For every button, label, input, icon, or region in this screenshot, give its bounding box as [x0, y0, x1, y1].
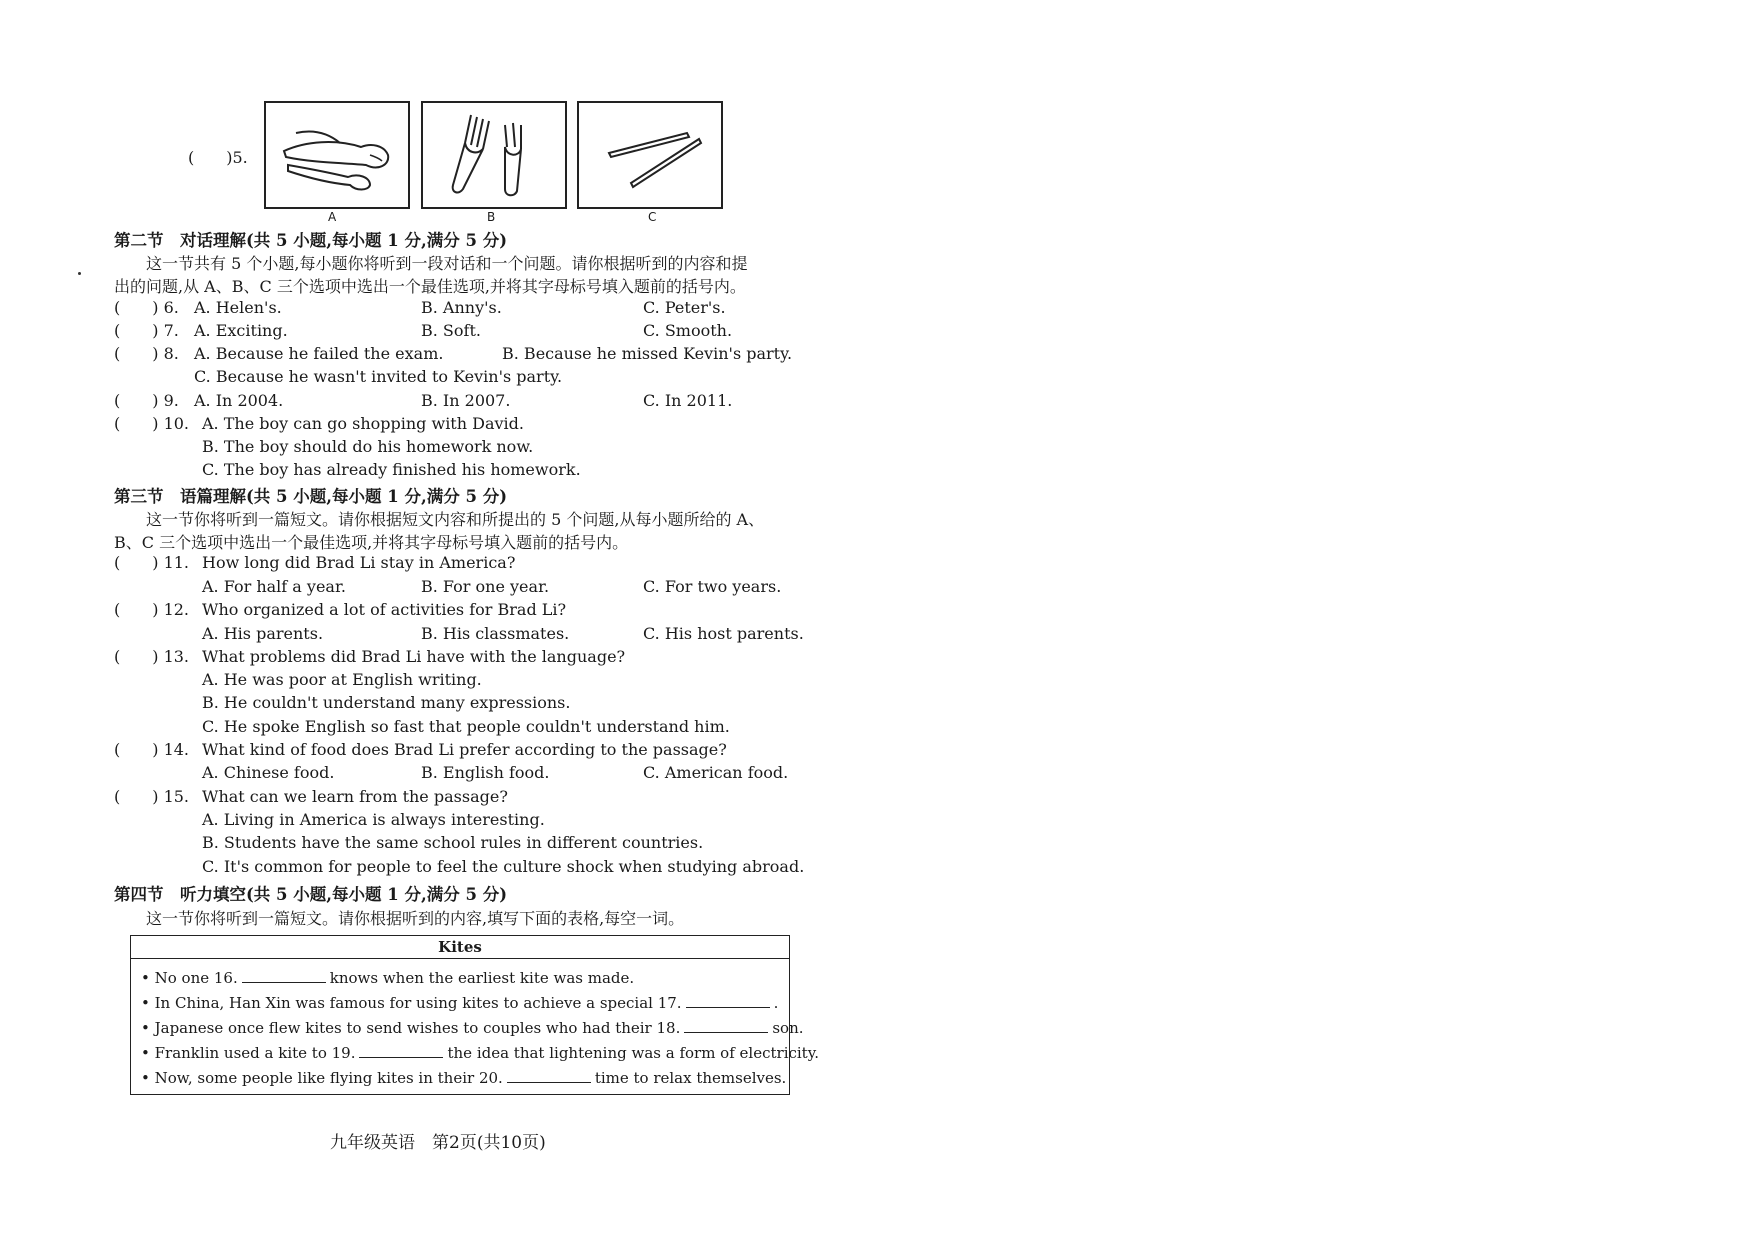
- chopsticks-icon: [579, 103, 721, 207]
- q13-option-a: A. He was poor at English writing.: [202, 670, 482, 689]
- section3-intro-line1: 这一节你将听到一篇短文。请你根据短文内容和所提出的 5 个问题,从每小题所给的 A、: [146, 510, 765, 529]
- q15-option-c: C. It's common for people to feel the culture shock when studying abroad.: [202, 857, 805, 876]
- row4-text-before: Franklin used a kite to 19.: [154, 1044, 356, 1062]
- section3-heading: 第三节 语篇理解(共 5 小题,每小题 1 分,满分 5 分): [114, 487, 508, 506]
- q14-number: ( ) 14.: [114, 740, 190, 759]
- blank-19[interactable]: [359, 1043, 443, 1058]
- q7-number: ( ) 7.: [114, 321, 179, 340]
- q11-option-a: A. For half a year.: [202, 577, 346, 596]
- q13-option-c: C. He spoke English so fast that people couldn't understand him.: [202, 717, 730, 736]
- q15-option-b: B. Students have the same school rules in different countries.: [202, 833, 704, 852]
- forks-icon: [423, 103, 565, 207]
- table-row-3: • Japanese once flew kites to send wishes to couples who had their 18. son.: [141, 1019, 804, 1037]
- option-label-a: A: [328, 210, 337, 224]
- blank-20[interactable]: [507, 1068, 591, 1083]
- section2-intro-line2: 出的问题,从 A、B、C 三个选项中选出一个最佳选项,并将其字母标号填入题前的括号内。: [114, 277, 746, 296]
- q11-option-c: C. For two years.: [643, 577, 782, 596]
- row3-text-after: son.: [772, 1019, 804, 1037]
- section2-intro-line1: 这一节共有 5 个小题,每小题你将听到一段对话和一个问题。请你根据听到的内容和提: [146, 254, 748, 273]
- row3-text-before: Japanese once flew kites to send wishes to couples who had their 18.: [154, 1019, 681, 1037]
- q13-option-b: B. He couldn't understand many expressions.: [202, 693, 571, 712]
- section4-heading: 第四节 听力填空(共 5 小题,每小题 1 分,满分 5 分): [114, 885, 508, 904]
- q8-option-b: B. Because he missed Kevin's party.: [502, 344, 793, 363]
- q8-option-c: C. Because he wasn't invited to Kevin's party.: [194, 367, 563, 386]
- q6-option-b: B. Anny's.: [421, 298, 502, 317]
- q11-question: How long did Brad Li stay in America?: [202, 553, 516, 572]
- scan-dot: [78, 272, 81, 275]
- q13-question: What problems did Brad Li have with the language?: [202, 647, 626, 666]
- section4-intro: 这一节你将听到一篇短文。请你根据听到的内容,填写下面的表格,每空一词。: [146, 909, 685, 928]
- q11-number: ( ) 11.: [114, 553, 190, 572]
- q12-option-a: A. His parents.: [202, 624, 324, 643]
- q14-option-c: C. American food.: [643, 763, 789, 782]
- picture-option-b: [421, 101, 567, 209]
- q12-option-c: C. His host parents.: [643, 624, 804, 643]
- table-row-5: • Now, some people like flying kites in their 20. time to relax themselves.: [141, 1069, 787, 1087]
- q7-option-a: A. Exciting.: [194, 321, 288, 340]
- q10-option-b: B. The boy should do his homework now.: [202, 437, 534, 456]
- table-row-2: • In China, Han Xin was famous for using kites to achieve a special 17. .: [141, 994, 779, 1012]
- row1-text-after: knows when the earliest kite was made.: [329, 969, 635, 987]
- blank-17[interactable]: [686, 993, 770, 1008]
- row5-text-after: time to relax themselves.: [594, 1069, 787, 1087]
- option-label-b: B: [487, 210, 496, 224]
- q7-option-b: B. Soft.: [421, 321, 481, 340]
- option-label-c: C: [648, 210, 657, 224]
- table-row-4: • Franklin used a kite to 19. the idea that lightening was a form of electricity.: [141, 1044, 819, 1062]
- table-title: Kites: [131, 936, 789, 959]
- q14-question: What kind of food does Brad Li prefer according to the passage?: [202, 740, 727, 759]
- q9-option-b: B. In 2007.: [421, 391, 511, 410]
- q14-option-b: B. English food.: [421, 763, 550, 782]
- q15-number: ( ) 15.: [114, 787, 190, 806]
- row2-text-before: In China, Han Xin was famous for using kites to achieve a special 17.: [154, 994, 682, 1012]
- q12-number: ( ) 12.: [114, 600, 190, 619]
- kites-table: [130, 935, 819, 1095]
- q6-number: ( ) 6.: [114, 298, 179, 317]
- q6-option-c: C. Peter's.: [643, 298, 726, 317]
- row4-text-after: the idea that lightening was a form of electricity.: [447, 1044, 819, 1062]
- q6-option-a: A. Helen's.: [194, 298, 282, 317]
- q10-number: ( ) 10.: [114, 414, 190, 433]
- q12-option-b: B. His classmates.: [421, 624, 570, 643]
- blank-18[interactable]: [684, 1018, 768, 1033]
- q8-option-a: A. Because he failed the exam.: [194, 344, 444, 363]
- row2-text-after: .: [773, 994, 779, 1012]
- row5-text-before: Now, some people like flying kites in their 20.: [154, 1069, 503, 1087]
- picture-option-c: [577, 101, 723, 209]
- q13-number: ( ) 13.: [114, 647, 190, 666]
- q9-option-a: A. In 2004.: [194, 391, 284, 410]
- q11-option-b: B. For one year.: [421, 577, 550, 596]
- q7-option-c: C. Smooth.: [643, 321, 733, 340]
- q15-option-a: A. Living in America is always interesting.: [202, 810, 545, 829]
- row1-text-before: No one 16.: [154, 969, 238, 987]
- spoons-icon: [266, 103, 408, 207]
- q9-option-c: C. In 2011.: [643, 391, 733, 410]
- q5-number: ( )5.: [188, 148, 248, 167]
- q10-option-a: A. The boy can go shopping with David.: [202, 414, 524, 433]
- q8-number: ( ) 8.: [114, 344, 179, 363]
- section3-intro-line2: B、C 三个选项中选出一个最佳选项,并将其字母标号填入题前的括号内。: [114, 533, 629, 552]
- q10-option-c: C. The boy has already finished his homework.: [202, 460, 581, 479]
- q12-question: Who organized a lot of activities for Brad Li?: [202, 600, 567, 619]
- q14-option-a: A. Chinese food.: [202, 763, 335, 782]
- section2-heading: 第二节 对话理解(共 5 小题,每小题 1 分,满分 5 分): [114, 231, 508, 250]
- q15-question: What can we learn from the passage?: [202, 787, 508, 806]
- page-footer: 九年级英语 第2页(共10页): [330, 1133, 546, 1153]
- table-row-1: • No one 16. knows when the earliest kite was made.: [141, 969, 635, 987]
- q9-number: ( ) 9.: [114, 391, 179, 410]
- picture-option-a: [264, 101, 410, 209]
- blank-16[interactable]: [242, 968, 326, 983]
